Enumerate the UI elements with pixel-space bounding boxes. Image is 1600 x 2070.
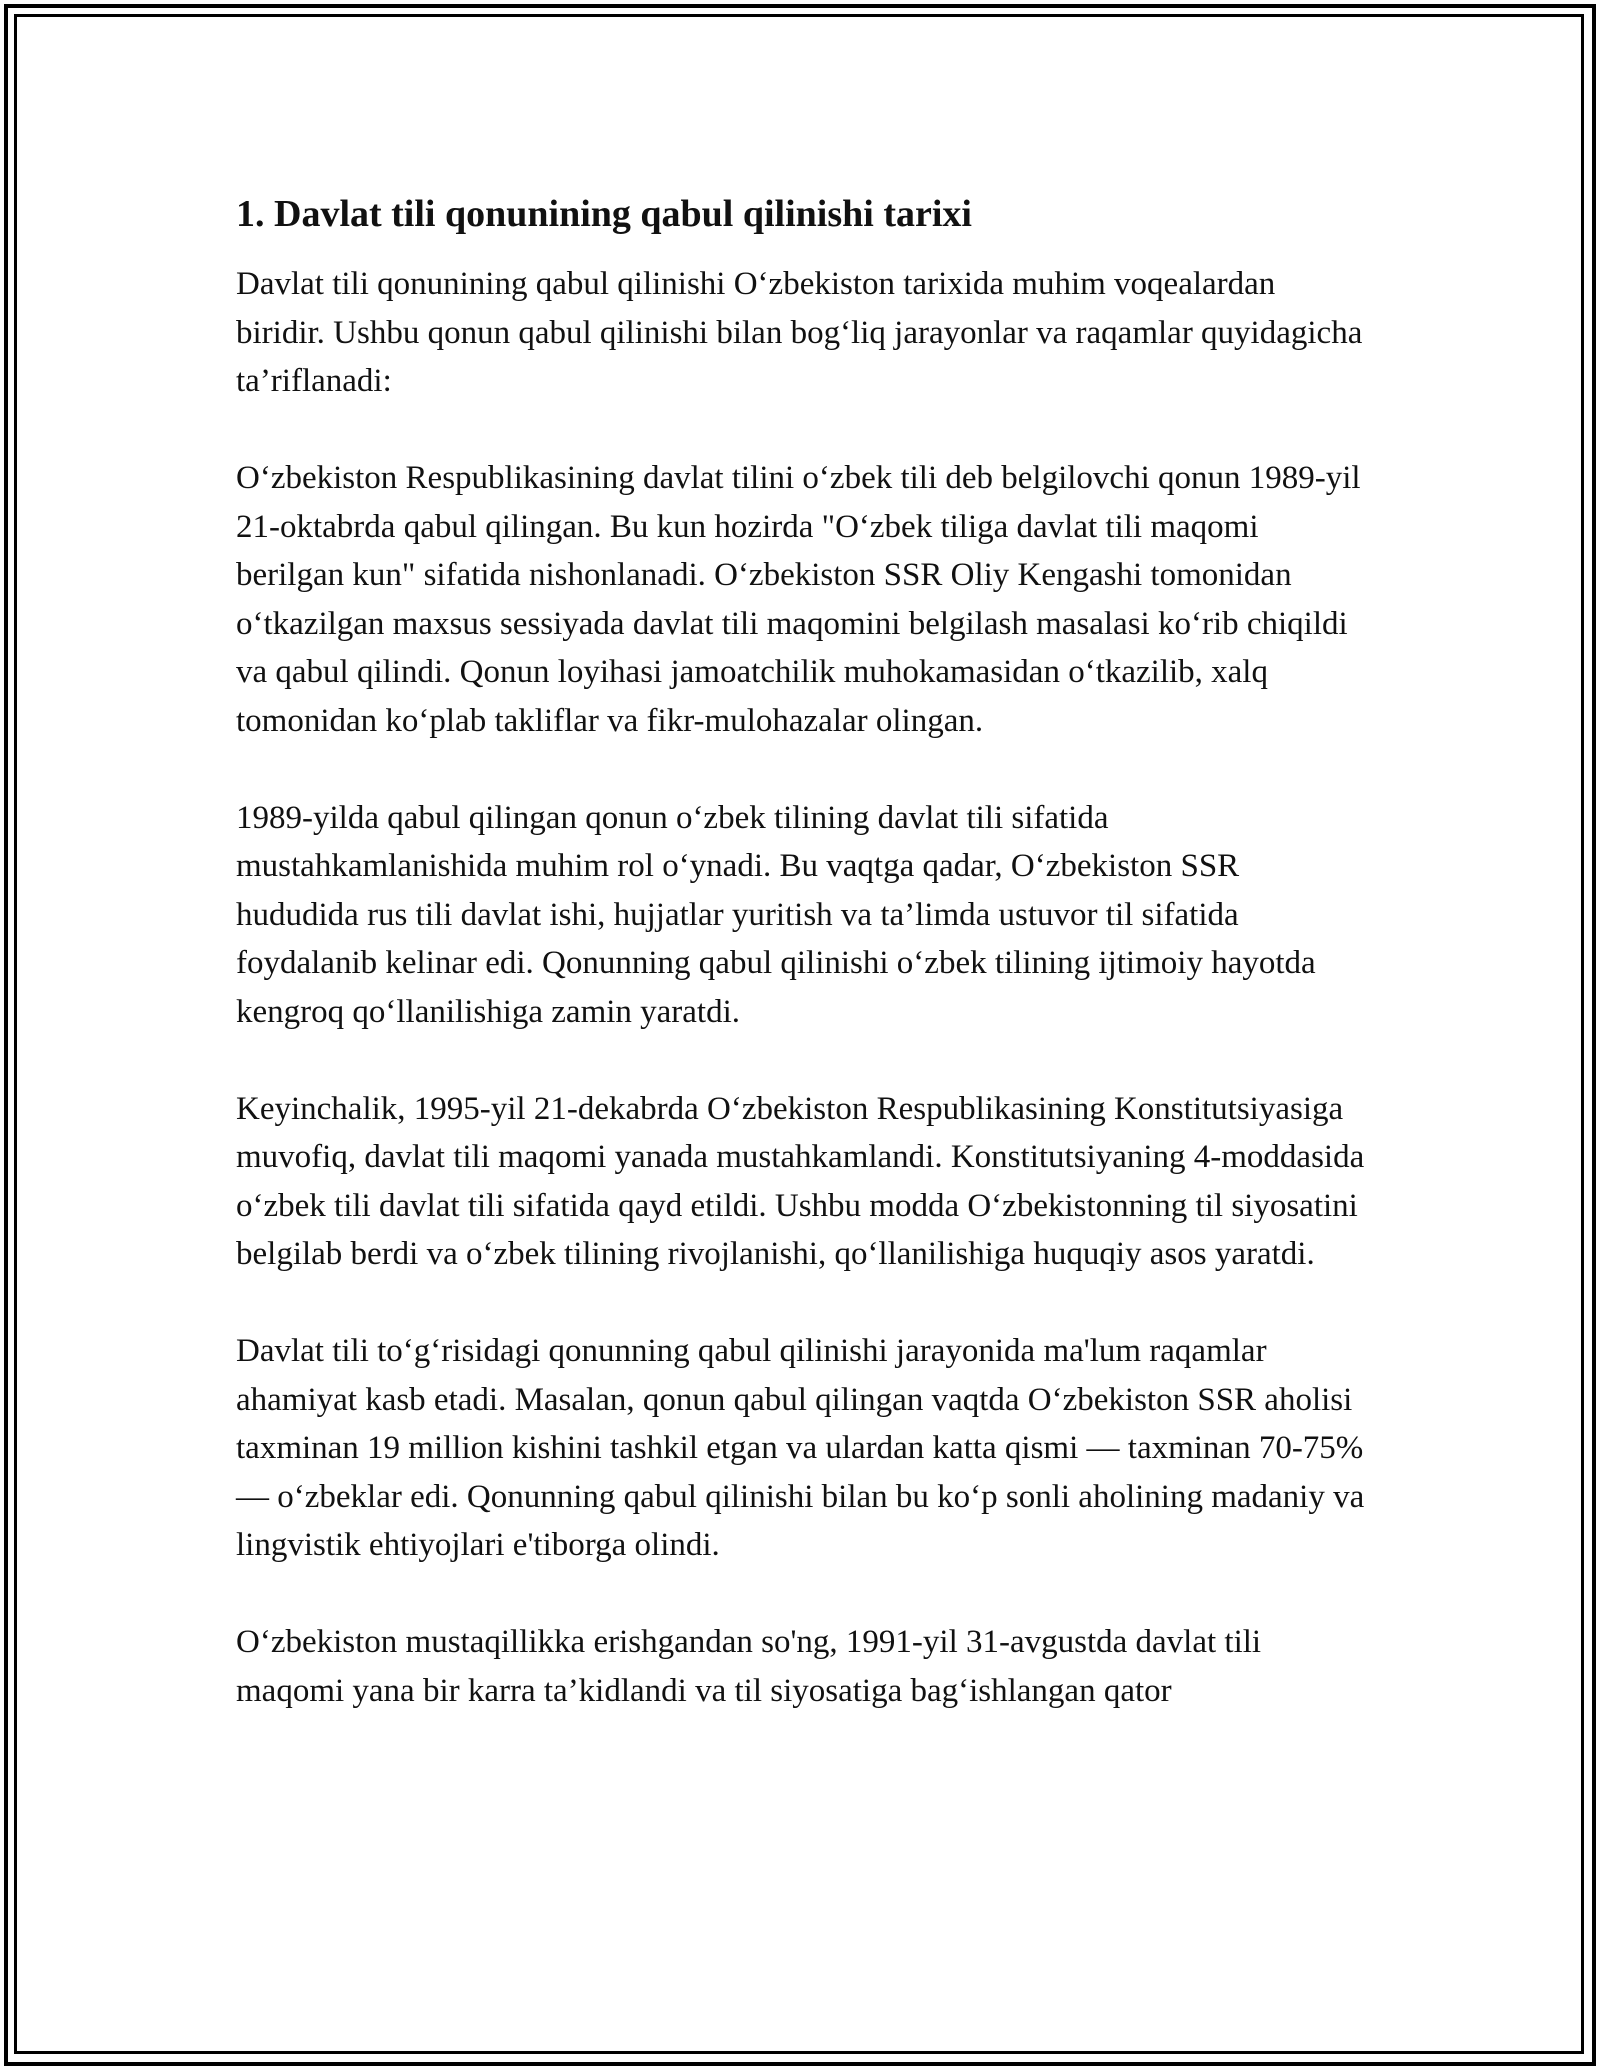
- section-heading: 1. Davlat tili qonunining qabul qilinishi tarixi: [236, 193, 972, 235]
- paragraph-independence: O‘zbekiston mustaqillikka erishgandan so'ng, 1991-yil 31-avgustda davlat tili maqomi yana bir karra ta’kidlandi va til siyosatiga bag‘ishlangan qator: [236, 1624, 1262, 1709]
- document-body: [236, 190, 1366, 1764]
- paragraph-law-1989: O‘zbekiston Respublikasining davlat tilini o‘zbek tili deb belgilovchi qonun 1989-yil 21-oktabrda qabul qilingan. Bu kun hozirda "O‘zbek tiliga davlat tili maqomi berilgan kun" sifatida nishonlanadi. O‘zbekiston SSR Oliy Kengashi tomonidan o‘tkazilgan maxsus sessiyada davlat tili maqomini belgilash masalasi ko‘rib chiqildi va qabul qilindi. Qonun loyihasi jamoatchilik muhokamasidan o‘tkazilib, xalq tomonidan ko‘plab takliflar va fikr-mulohazalar olingan.: [236, 460, 1361, 739]
- paragraph-constitution: Keyinchalik, 1995-yil 21-dekabrda O‘zbekiston Respublikasining Konstitutsiyasiga muvofiq, davlat tili maqomi yanada mustahkamlandi. Konstitutsiyaning 4-moddasida o‘zbek tili davlat tili sifatida qayd etildi. Ushbu modda O‘zbekistonning til siyosatini belgilab berdi va o‘zbek tilining rivojlanishi, qo‘llanilishiga huquqiy asos yaratdi.: [236, 1090, 1365, 1272]
- paragraph-figures: Davlat tili to‘g‘risidagi qonunning qabul qilinishi jarayonida ma'lum raqamlar ahamiyat kasb etadi. Masalan, qonun qabul qilingan vaqtda O‘zbekiston SSR aholisi taxminan 19 million kishini tashkil etgan va ulardan katta qismi — taxminan 70-75% — o‘zbeklar edi. Qonunning qabul qilinishi bilan bu ko‘p sonli aholining madaniy va lingvistik ehtiyojlari e'tiborga olindi.: [236, 1333, 1365, 1563]
- paragraph-intro: Davlat tili qonunining qabul qilinishi O‘zbekiston tarixida muhim voqealardan biridir. Ushbu qonun qabul qilinishi bilan bog‘liq jarayonlar va raqamlar quyidagicha ta’riflanadi:: [236, 266, 1363, 399]
- paragraph-role: 1989-yilda qabul qilingan qonun o‘zbek tilining davlat tili sifatida mustahkamlanishida muhim rol o‘ynadi. Bu vaqtga qadar, O‘zbekiston SSR hududida rus tili davlat ishi, hujjatlar yuritish va ta’limda ustuvor til sifatida foydalanib kelinar edi. Qonunning qabul qilinishi o‘zbek tilining ijtimoiy hayotda kengroq qo‘llanilishiga zamin yaratdi.: [236, 799, 1316, 1030]
